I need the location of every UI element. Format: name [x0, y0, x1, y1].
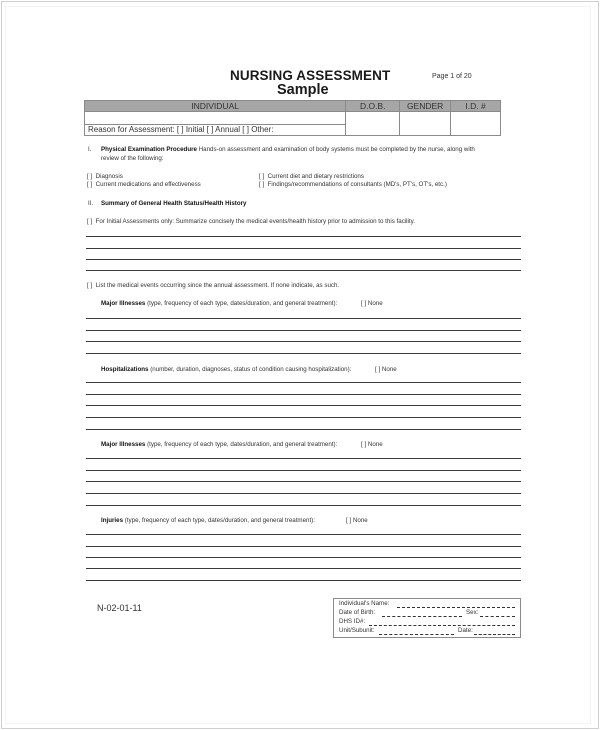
- document-title: NURSING ASSESSMENT: [230, 68, 391, 83]
- injuries-prompt: Injuries (type, frequency of each type, dates/duration, and general treatment):: [101, 517, 315, 524]
- date-of-birth-label: Date of Birth:: [339, 609, 376, 616]
- checkbox-diagnosis[interactable]: [ ] Diagnosis: [87, 173, 123, 180]
- section1-heading: Physical Examination Procedure: [101, 146, 197, 153]
- write-in-line[interactable]: [86, 270, 521, 271]
- individual-info-box: [333, 598, 521, 638]
- write-in-line[interactable]: [86, 236, 521, 237]
- write-in-line[interactable]: [86, 481, 521, 482]
- checkbox-initial-assessment[interactable]: [ ] For Initial Assessments only: Summarize concisely the medical events/health history prior to admission to this facility.: [87, 218, 415, 225]
- individual-info-table: [84, 100, 501, 136]
- write-in-line[interactable]: [86, 318, 521, 319]
- unit-subunit-label: Unit/Subunit:: [339, 627, 375, 634]
- table-header-row: [85, 101, 501, 112]
- section1-text-line2: review of the following:: [101, 155, 164, 162]
- write-in-line[interactable]: [86, 557, 521, 558]
- date-of-birth-field[interactable]: [382, 616, 462, 617]
- write-in-line[interactable]: [86, 248, 521, 249]
- section2-numeral: II.: [88, 200, 94, 207]
- write-in-line[interactable]: [86, 341, 521, 342]
- date-label: Date:: [458, 627, 473, 634]
- unit-subunit-field[interactable]: [379, 634, 454, 635]
- individuals-name-label: Individual's Name:: [339, 600, 390, 607]
- write-in-line[interactable]: [86, 505, 521, 506]
- write-in-line[interactable]: [86, 458, 521, 459]
- section2-heading: Summary of General Health Status/Health History: [101, 200, 247, 207]
- column-individual: INDIVIDUAL: [85, 101, 346, 112]
- major-illnesses-prompt: Major Illnesses (type, frequency of each type, dates/duration, and general treatment):: [101, 300, 338, 307]
- gender-cell[interactable]: [400, 112, 451, 136]
- write-in-line[interactable]: [86, 405, 521, 406]
- major-illnesses-none-checkbox[interactable]: [ ] None: [361, 300, 383, 307]
- dhs-id-label: DHS ID#:: [339, 618, 366, 625]
- sex-label: Sex:: [466, 609, 479, 616]
- sex-field[interactable]: [480, 616, 515, 617]
- write-in-line[interactable]: [86, 580, 521, 581]
- column-id: I.D. #: [451, 101, 501, 112]
- hospitalizations-prompt: Hospitalizations (number, duration, diagnoses, status of condition causing hospitalization):: [101, 366, 352, 373]
- form-code: N-02-01-11: [97, 603, 142, 613]
- section1-intro: [101, 146, 475, 153]
- major-illnesses-2-none-checkbox[interactable]: [ ] None: [361, 441, 383, 448]
- write-in-line[interactable]: [86, 429, 521, 430]
- page-indicator: Page 1 of 20: [432, 73, 472, 80]
- dob-cell[interactable]: [346, 112, 400, 136]
- write-in-line[interactable]: [86, 330, 521, 331]
- individual-name-cell[interactable]: [85, 112, 346, 125]
- section1-text: Hands-on assessment and examination of body systems must be completed by the nurse, along with: [198, 146, 475, 153]
- write-in-line[interactable]: [86, 394, 521, 395]
- injuries-none-checkbox[interactable]: [ ] None: [346, 517, 368, 524]
- individuals-name-field[interactable]: [397, 607, 515, 608]
- column-gender: GENDER: [400, 101, 451, 112]
- reason-for-assessment[interactable]: Reason for Assessment: [ ] Initial [ ] Annual [ ] Other:: [85, 125, 346, 136]
- major-illnesses-prompt-2: Major Illnesses (type, frequency of each type, dates/duration, and general treatment):: [101, 441, 338, 448]
- write-in-line[interactable]: [86, 493, 521, 494]
- checkbox-current-diet[interactable]: [ ] Current diet and dietary restrictions: [259, 173, 364, 180]
- date-field[interactable]: [474, 634, 515, 635]
- id-cell[interactable]: [451, 112, 501, 136]
- write-in-line[interactable]: [86, 534, 521, 535]
- section1-numeral: I.: [88, 146, 92, 153]
- dhs-id-field[interactable]: [369, 625, 515, 626]
- write-in-line[interactable]: [86, 470, 521, 471]
- write-in-line[interactable]: [86, 259, 521, 260]
- write-in-line[interactable]: [86, 568, 521, 569]
- write-in-line[interactable]: [86, 417, 521, 418]
- document-subtitle: Sample: [277, 82, 329, 98]
- write-in-line[interactable]: [86, 382, 521, 383]
- write-in-line[interactable]: [86, 353, 521, 354]
- write-in-line[interactable]: [86, 546, 521, 547]
- checkbox-consultant-findings[interactable]: [ ] Findings/recommendations of consultants (MD's, PT's, OT's, etc.): [259, 181, 447, 188]
- checkbox-current-medications[interactable]: [ ] Current medications and effectiveness: [87, 181, 201, 188]
- column-dob: D.O.B.: [346, 101, 400, 112]
- hospitalizations-none-checkbox[interactable]: [ ] None: [375, 366, 397, 373]
- checkbox-list-medical-events[interactable]: [ ] List the medical events occurring since the annual assessment. If none indicate, as such.: [87, 282, 340, 289]
